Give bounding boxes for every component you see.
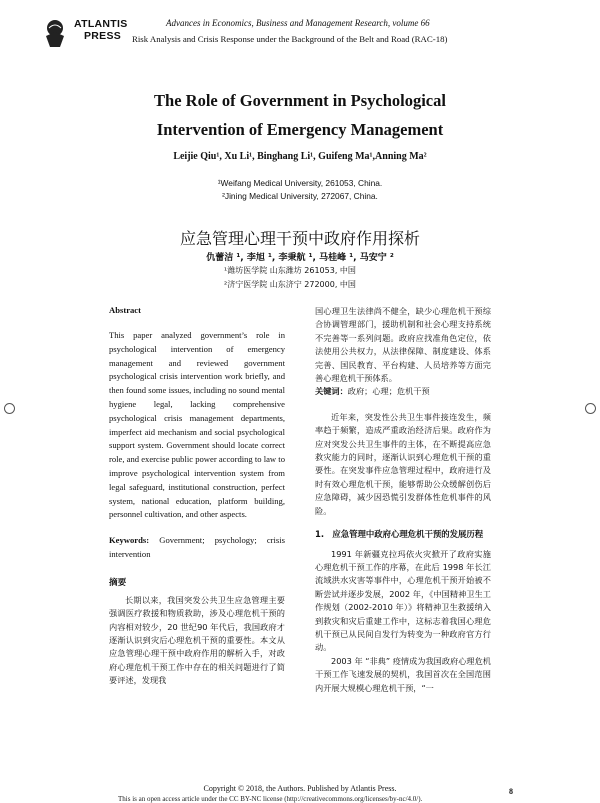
left-column xyxy=(109,305,285,688)
chinese-abstract-heading: 摘要 xyxy=(109,577,127,588)
page-number: 8 xyxy=(509,787,513,796)
license-footer: This is an open access article under the CC BY-NC license (http://creativecommons.org/licenses/by-nc/4.0/). xyxy=(118,795,423,803)
keywords-text: Government; psychology; crisis intervention xyxy=(109,535,285,559)
affiliation-2-chinese: ²济宁医学院 山东济宁 272000, 中国 xyxy=(224,280,356,289)
conference-header: Risk Analysis and Crisis Response under the Background of the Belt and Road (RAC-18) xyxy=(132,34,448,44)
publisher-logo xyxy=(40,14,140,54)
intro-paragraph: 近年来，突发性公共卫生事件接连发生，频率趋于频繁，造成严重政治经济后果。政府作为应对突发公共卫生事件的主体，在不断提高应急救灾能力的同时，逐渐认识到心理危机干预的重要性。在突发事件应急管理过程中，政府进行及时有效心理危机干预，能够帮助公众缓解创伤后应急障碍，减少因恐慌引发群体性危机事件的风险。 xyxy=(315,411,491,516)
journal-header: Advances in Economics, Business and Management Research, volume 66 xyxy=(166,18,430,28)
keywords xyxy=(109,534,285,562)
paper-authors-chinese: 仇蕾洁 ¹, 李旭 ¹, 李秉航 ¹, 马桂峰 ¹, 马安宁 ² xyxy=(206,253,394,263)
chinese-abstract-continued: 国心理卫生法律尚不健全，缺少心理危机干预综合协调管理部门，援助机制和社会心理支持系统不完善等一系列问题。政府应找准角色定位，依法使用公共权力，从法律保障、制度建设、体系完善、国民教育、平台构建、人员培养等方面完善心理危机干预体系。 xyxy=(315,306,491,384)
logo-line2: PRESS xyxy=(84,30,122,42)
paper-title-chinese: 应急管理心理干预中政府作用探析 xyxy=(179,229,420,248)
section-1-paragraph-1: 1991 年新疆克拉玛依火灾掀开了政府实施心理危机干预工作的序幕，在此后 1998 年长江流域洪水灾害等事件中，心理危机干预开始被不断尝试并逐步发展，2002 年，《中国精神卫生工作规划（2002-2010 年）》将精神卫生救援纳入到救灾和灾后重建工作中，这标志着我国心理危机干预已从民间自发行为转变为一种政府官方行动。 xyxy=(315,548,491,653)
nav-circle-right-icon xyxy=(585,403,596,414)
right-column xyxy=(315,305,491,695)
chinese-keywords xyxy=(315,385,491,398)
abstract-text: This paper analyzed government’s role in psychological intervention of emergency management and reviewed government psychological crisis intervention work briefly, and then found some issues, including no sound mental hygiene legal, lacking comprehensive psychological crisis management departments, imperfect aid mechanism and social psychological support system. Government should locate correct role, and exercise public power according to law to improve psychological intervention system from legal safeguard, institutional construction, perfect system, national education, platform building, personnel cultivation, and other aspects. xyxy=(109,330,285,520)
section-1-title: 1. 应急管理中政府心理危机干预的发展历程 xyxy=(315,529,484,540)
affiliation-1-chinese: ¹潍坊医学院 山东潍坊 261053, 中国 xyxy=(224,266,356,275)
logo-line1: ATLANTIS xyxy=(74,18,128,30)
paper-title-line2: Intervention of Emergency Management xyxy=(156,120,444,139)
paper-authors: Leijie Qiu¹, Xu Li¹, Binghang Li¹, Guifeng Ma¹,Anning Ma² xyxy=(173,151,427,162)
affiliation-2: ²Jining Medical University, 272067, China. xyxy=(222,191,378,201)
logo-wordmark xyxy=(74,18,128,42)
atlas-figure-icon xyxy=(40,18,70,48)
chinese-keywords-text: 政府；心理；危机干预 xyxy=(347,386,430,397)
paper-title-line1: The Role of Government in Psychological xyxy=(154,91,446,110)
keywords-label: Keywords: xyxy=(109,535,150,546)
nav-circle-left-icon xyxy=(4,403,15,414)
section-1-paragraph-2: 2003 年 “非典” 疫情成为我国政府心理危机干预工作飞速发展的契机，我国首次在全国范围内开展大规模心理危机干预，“一 xyxy=(315,655,491,693)
affiliation-1: ¹Weifang Medical University, 261053, China. xyxy=(217,178,383,188)
chinese-abstract-text: 长期以来，我国突发公共卫生应急管理主要强调医疗救援和物质救助，涉及心理危机干预的内容相对较少，20 世纪90 年代后，我国政府才逐渐认识到灾后心理危机干预的重要性。本文从应急管理心理干预中政府作用的解析入手，对政府心理危机干预工作中存在的相关问题进行了简要评述，发现我 xyxy=(109,594,285,686)
copyright-footer: Copyright © 2018, the Authors. Published by Atlantis Press. xyxy=(203,784,397,793)
abstract-heading: Abstract xyxy=(109,305,141,315)
chinese-keywords-label: 关键词： xyxy=(315,386,348,397)
